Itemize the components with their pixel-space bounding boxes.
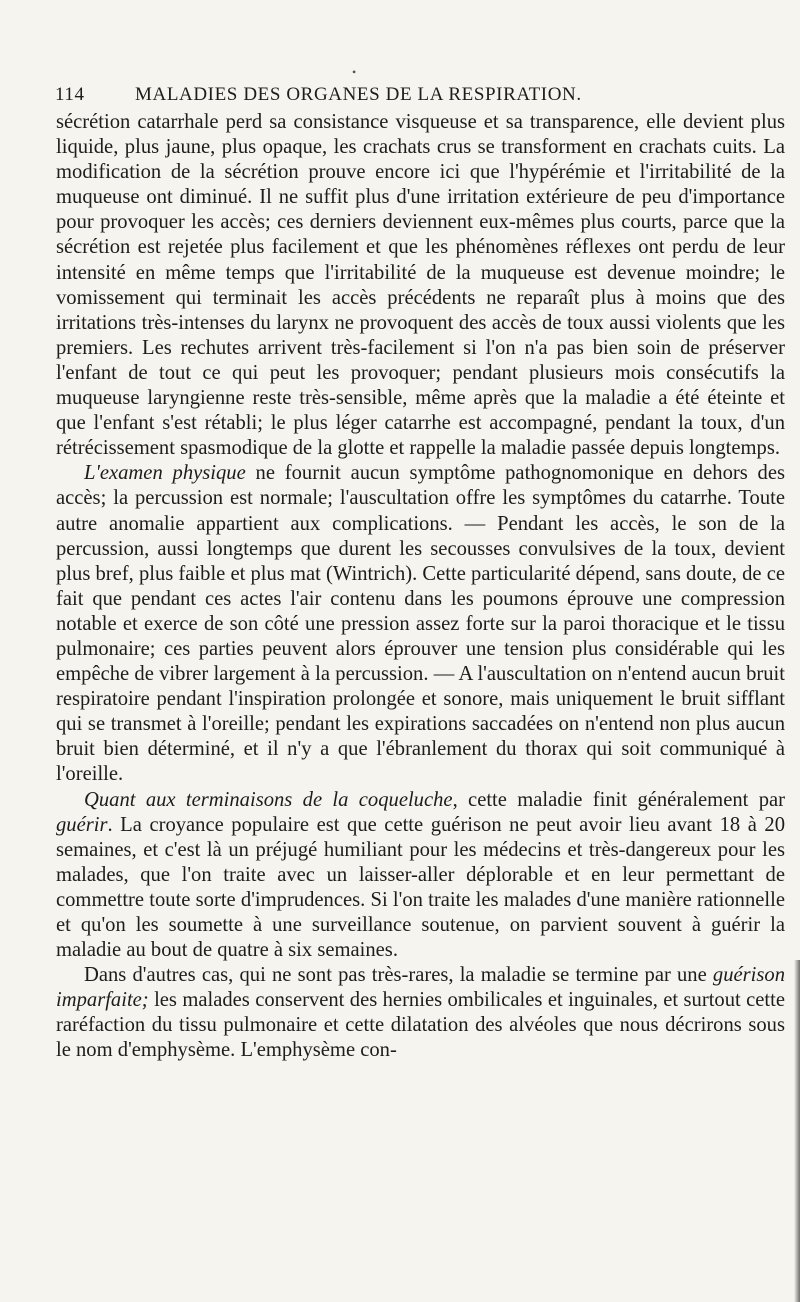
running-title: MALADIES DES ORGANES DE LA RESPIRATION.: [135, 84, 582, 105]
text-run: , cette maladie finit généralement par: [452, 788, 785, 811]
paragraph: [56, 963, 785, 1063]
text-run: . La croyance populaire est que cette guérison ne peut avoir lieu avant 18 à 20 semaines, et c'est là un préjugé humiliant pour les médecins et très-dangereux pour les malades, que l'on traite avec un laisser-aller déplorable et en leur permettant de commettre toute sorte d'imprudences. Si l'on traite les malades d'une manière rationnelle et qu'on les soumette à une surveillance soutenue, on parvient souvent à guérir la maladie au bout de quatre à six semaines.: [56, 813, 785, 962]
italic-run: Quant aux terminaisons de la coqueluche: [84, 788, 453, 811]
paragraph: [56, 110, 785, 461]
text-run: sécrétion catarrhale perd sa consistance visqueuse et sa transparence, elle devient plus liquide, plus jaune, plus opaque, les crachats crus se transforment en crachats cuits. La modification de la sécrétion prouve encore ici que l'hypérémie et l'irritabilité de la muqueuse ont diminué. Il ne suffit plus d'une irritation extérieure de peu d'importance pour provoquer les accès; ces derniers deviennent eux-mêmes plus courts, parce que la sécrétion est rejetée plus facilement et que les phénomènes réflexes ont perdu de leur intensité en même temps que l'irritabilité de la muqueuse est devenue moindre; le vomissement qui terminait les accès précédents ne reparaît plus à moins que des irritations très-intenses du larynx ne provoquent des accès de toux aussi violents que les premiers. Les rechutes arrivent très-facilement si l'on n'a pas bien soin de préserver l'enfant de tout ce qui peut les provoquer; pendant plusieurs mois consécutifs la muqueuse laryngienne reste très-sensible, même après que la maladie a été éteinte et que l'enfant s'est rétabli; le plus léger catarrhe est accompagné, pendant la toux, d'un rétrécissement spasmodique de la glotte et rappelle la maladie passée depuis longtemps.: [56, 111, 785, 460]
text-run: Dans d'autres cas, qui ne sont pas très-rares, la maladie se termine par une: [84, 964, 713, 987]
page-edge-shadow: [794, 960, 800, 1302]
print-mark: •: [352, 65, 357, 79]
text-run: ne fournit aucun symptôme pathognomonique en dehors des accès; la percussion est normale; l'auscultation offre les symptômes du catarrhe. Toute autre anomalie appartient aux complications. — Pendant les accès, le son de la percussion, aussi longtemps que durent les secousses convulsives de la toux, devient plus bref, plus faible et plus mat (Wintrich). Cette particularité dépend, sans doute, de ce fait que pendant ces actes l'air contenu dans les poumons éprouve une compression notable et exerce de son côté une pression assez forte sur la paroi thoracique et le tissu pulmonaire; ces parties peuvent alors éprouver une tension plus considérable qui les empêche de vibrer largement à la percussion. — A l'auscultation on n'entend aucun bruit respiratoire pendant l'inspiration prolongée et sonore, mais uniquement le bruit sifflant qui se transmet à l'oreille; pendant les expirations saccadées on n'entend non plus aucun bruit bien déterminé, et il n'y a que l'ébranlement du thorax qui soit communiqué à l'oreille.: [56, 462, 786, 786]
italic-run: guérison imparfaite;: [56, 964, 785, 1012]
page-body: [56, 110, 785, 1064]
italic-run: guérir: [56, 813, 108, 836]
italic-run: L'examen physique: [84, 462, 246, 485]
paragraph: [56, 788, 785, 964]
running-header: [55, 84, 785, 106]
paragraph: [56, 461, 785, 787]
text-run: les malades conservent des hernies ombilicales et inguinales, et surtout cette raréfaction du tissu pulmonaire et cette dilatation des alvéoles que nous décrirons sous le nom d'emphysème. L'emphysème con-: [56, 989, 785, 1062]
page-number: 114: [55, 84, 85, 105]
